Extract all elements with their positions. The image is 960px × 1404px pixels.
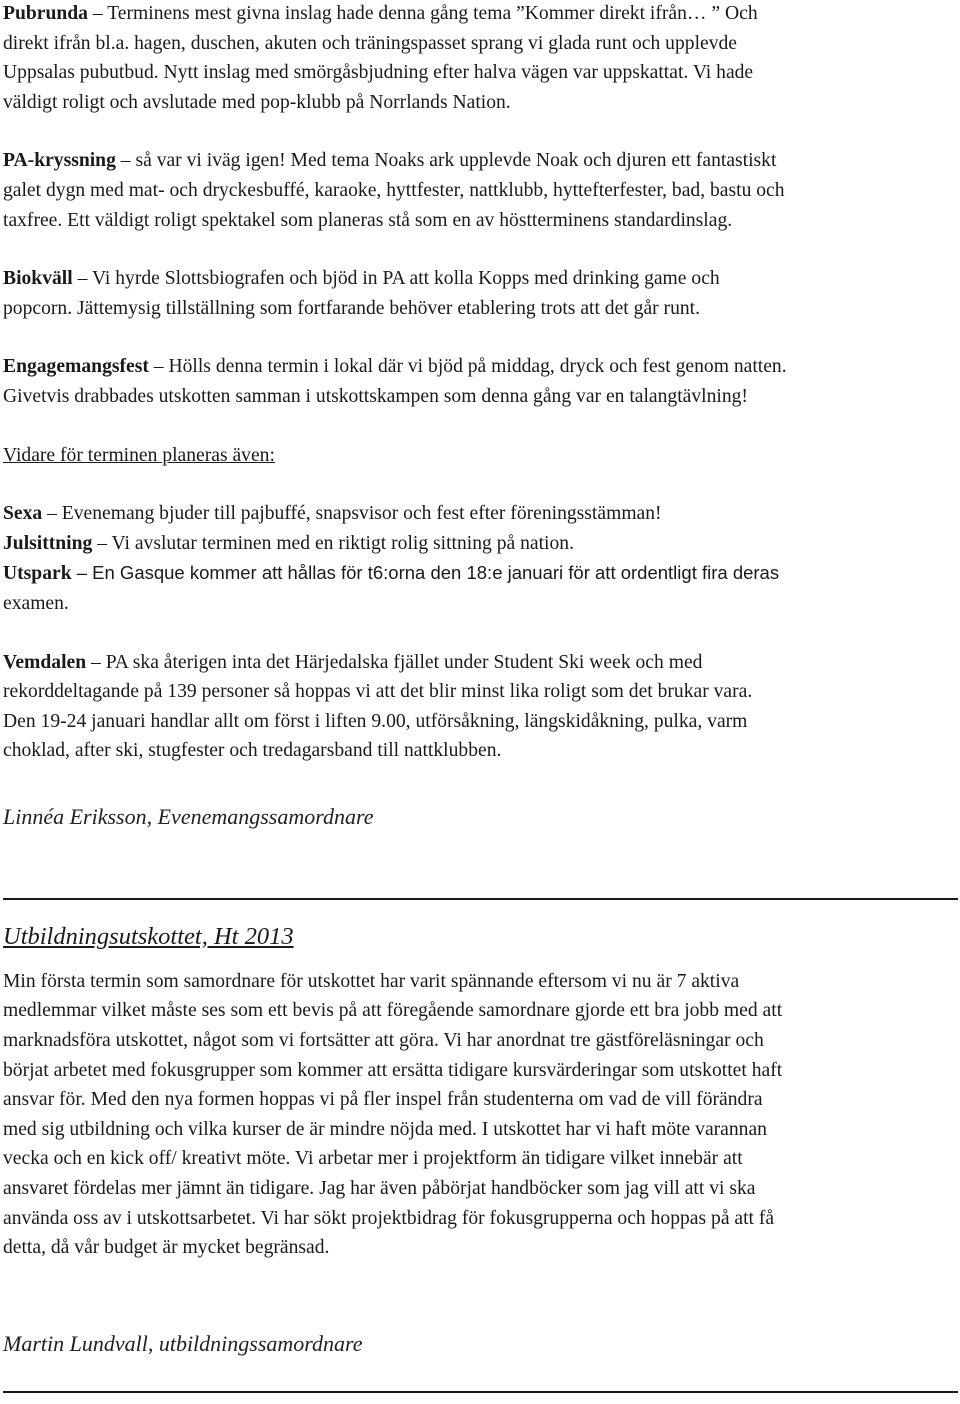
- education-text-line: marknadsföra utskottet, något som vi fortsätter att göra. Vi har anordnat tre gästföreläsningar och: [3, 1030, 764, 1052]
- biokvall-title: Biokväll: [3, 268, 73, 290]
- education-text-line: med sig utbildning och vilka kurser de är mindre nöjda med. I utskottet har vi haft möte varannan: [3, 1118, 767, 1140]
- julsittning-text: – Vi avslutar terminen med en riktigt rolig sittning på nation.: [92, 532, 574, 554]
- pakryssning-title: PA-kryssning: [3, 150, 116, 172]
- education-text-line: Min första termin som samordnare för utskottet har varit spännande eftersom vi nu är 7 aktiva: [3, 970, 740, 992]
- planned-heading: Vidare för terminen planeras även:: [3, 444, 275, 466]
- pubrunda-text: Uppsalas pubutbud. Nytt inslag med smörgåsbjudning efter halva vägen var uppskattat. Vi hade: [3, 62, 754, 84]
- pakryssning-text: – så var vi iväg igen! Med tema Noaks ark upplevde Noak och djuren ett fantastiskt: [115, 150, 777, 172]
- pubrunda-text: – Terminens mest givna inslag hade denna gång tema ”Kommer direkt ifrån… ” Och: [87, 3, 758, 24]
- education-text-line: ansvar för. Med den nya formen hoppas vi på fler inspel från studenterna om vad de vill förändra: [3, 1089, 763, 1111]
- engagemangsfest-paragraph: [3, 352, 957, 411]
- education-paragraph: [3, 967, 957, 1263]
- utspark-text: examen.: [3, 592, 69, 614]
- biokvall-text: – Vi hyrde Slottsbiografen och bjöd in PA att kolla Kopps med drinking game och: [72, 268, 720, 290]
- utspark-text: – En Gasque kommer att hållas för t6:orna den 18:e januari för att ordentligt fira deras: [71, 562, 780, 584]
- pubrunda-paragraph: [3, 0, 957, 117]
- education-text-line: medlemmar vilket måste ses som ett bevis på att föregående samordnare gjorde ett bra jobb med att: [3, 1000, 783, 1022]
- education-text-line: börjat arbetet med fokusgrupper som kommer att ersätta tidigare kursvärderingar som utskottet haft: [3, 1059, 783, 1081]
- events-signature: Linnéa Eriksson, Evenemangssamordnare: [3, 803, 374, 829]
- pubrunda-text: väldigt roligt och avslutade med pop-klubb på Norrlands Nation.: [3, 91, 511, 113]
- julsittning-title: Julsittning: [3, 532, 93, 554]
- education-text-line: använda oss av i utskottsarbetet. Vi har sökt projektbidrag för fokusgrupperna och hoppas på att få: [3, 1207, 775, 1229]
- vemdalen-title: Vemdalen: [3, 651, 87, 673]
- footer-divider: [3, 1391, 958, 1393]
- biokvall-text: popcorn. Jättemysig tillställning som fortfarande behöver etablering trots att det går runt.: [3, 297, 701, 319]
- sexa-text: – Evenemang bjuder till pajbuffé, snapsvisor och fest efter föreningsstämman!: [42, 503, 662, 525]
- planned-events: [3, 499, 957, 618]
- education-text-line: ansvaret fördelas mer jämnt än tidigare. Jag har även påbörjat handböcker som jag vill att vi ska: [3, 1178, 756, 1200]
- education-text-line: vecka och en kick off/ kreativt möte. Vi arbetar mer i projektform än tidigare vilket innebär att: [3, 1148, 743, 1170]
- document-page: [3, 0, 957, 1393]
- pakryssning-paragraph: [3, 146, 957, 235]
- vemdalen-text: – PA ska återigen inta det Härjedalska fjället under Student Ski week och med: [86, 651, 703, 673]
- pubrunda-title: Pubrunda: [3, 3, 88, 24]
- vemdalen-paragraph: [3, 648, 957, 766]
- engagemangsfest-title: Engagemangsfest: [3, 356, 149, 378]
- education-text-line: detta, då vår budget är mycket begränsad.: [3, 1237, 330, 1259]
- engagemangsfest-text: – Hölls denna termin i lokal där vi bjöd på middag, dryck och fest genom natten.: [148, 356, 787, 378]
- engagemangsfest-text: Givetvis drabbades utskotten samman i utskottskampen som denna gång var en talangtävlning!: [3, 385, 748, 407]
- pubrunda-text: direkt ifrån bl.a. hagen, duschen, akuten och träningspasset sprang vi glada runt och upplevde: [3, 32, 738, 54]
- biokvall-paragraph: [3, 264, 957, 323]
- vemdalen-text: Den 19-24 januari handlar allt om först i liften 9.00, utförsåkning, längskidåkning, pulka, varm: [3, 710, 748, 732]
- pakryssning-text: taxfree. Ett väldigt roligt spektakel som planeras stå som en av höstterminens standardinslag.: [3, 209, 733, 231]
- vemdalen-text: choklad, after ski, stugfester och tredagarsband till nattklubben.: [3, 740, 502, 762]
- section-title: Utbildningsutskottet, Ht 2013: [3, 922, 294, 950]
- education-signature: Martin Lundvall, utbildningssamordnare: [3, 1330, 363, 1356]
- utspark-title: Utspark: [3, 563, 72, 585]
- vemdalen-text: rekorddeltagande på 139 personer så hoppas vi att det blir minst lika roligt som det brukar vara.: [3, 681, 753, 703]
- sexa-title: Sexa: [3, 503, 43, 525]
- pakryssning-text: galet dygn med mat- och dryckesbuffé, karaoke, hyttfester, nattklubb, hyttefterfester, bad, bastu och: [3, 179, 785, 201]
